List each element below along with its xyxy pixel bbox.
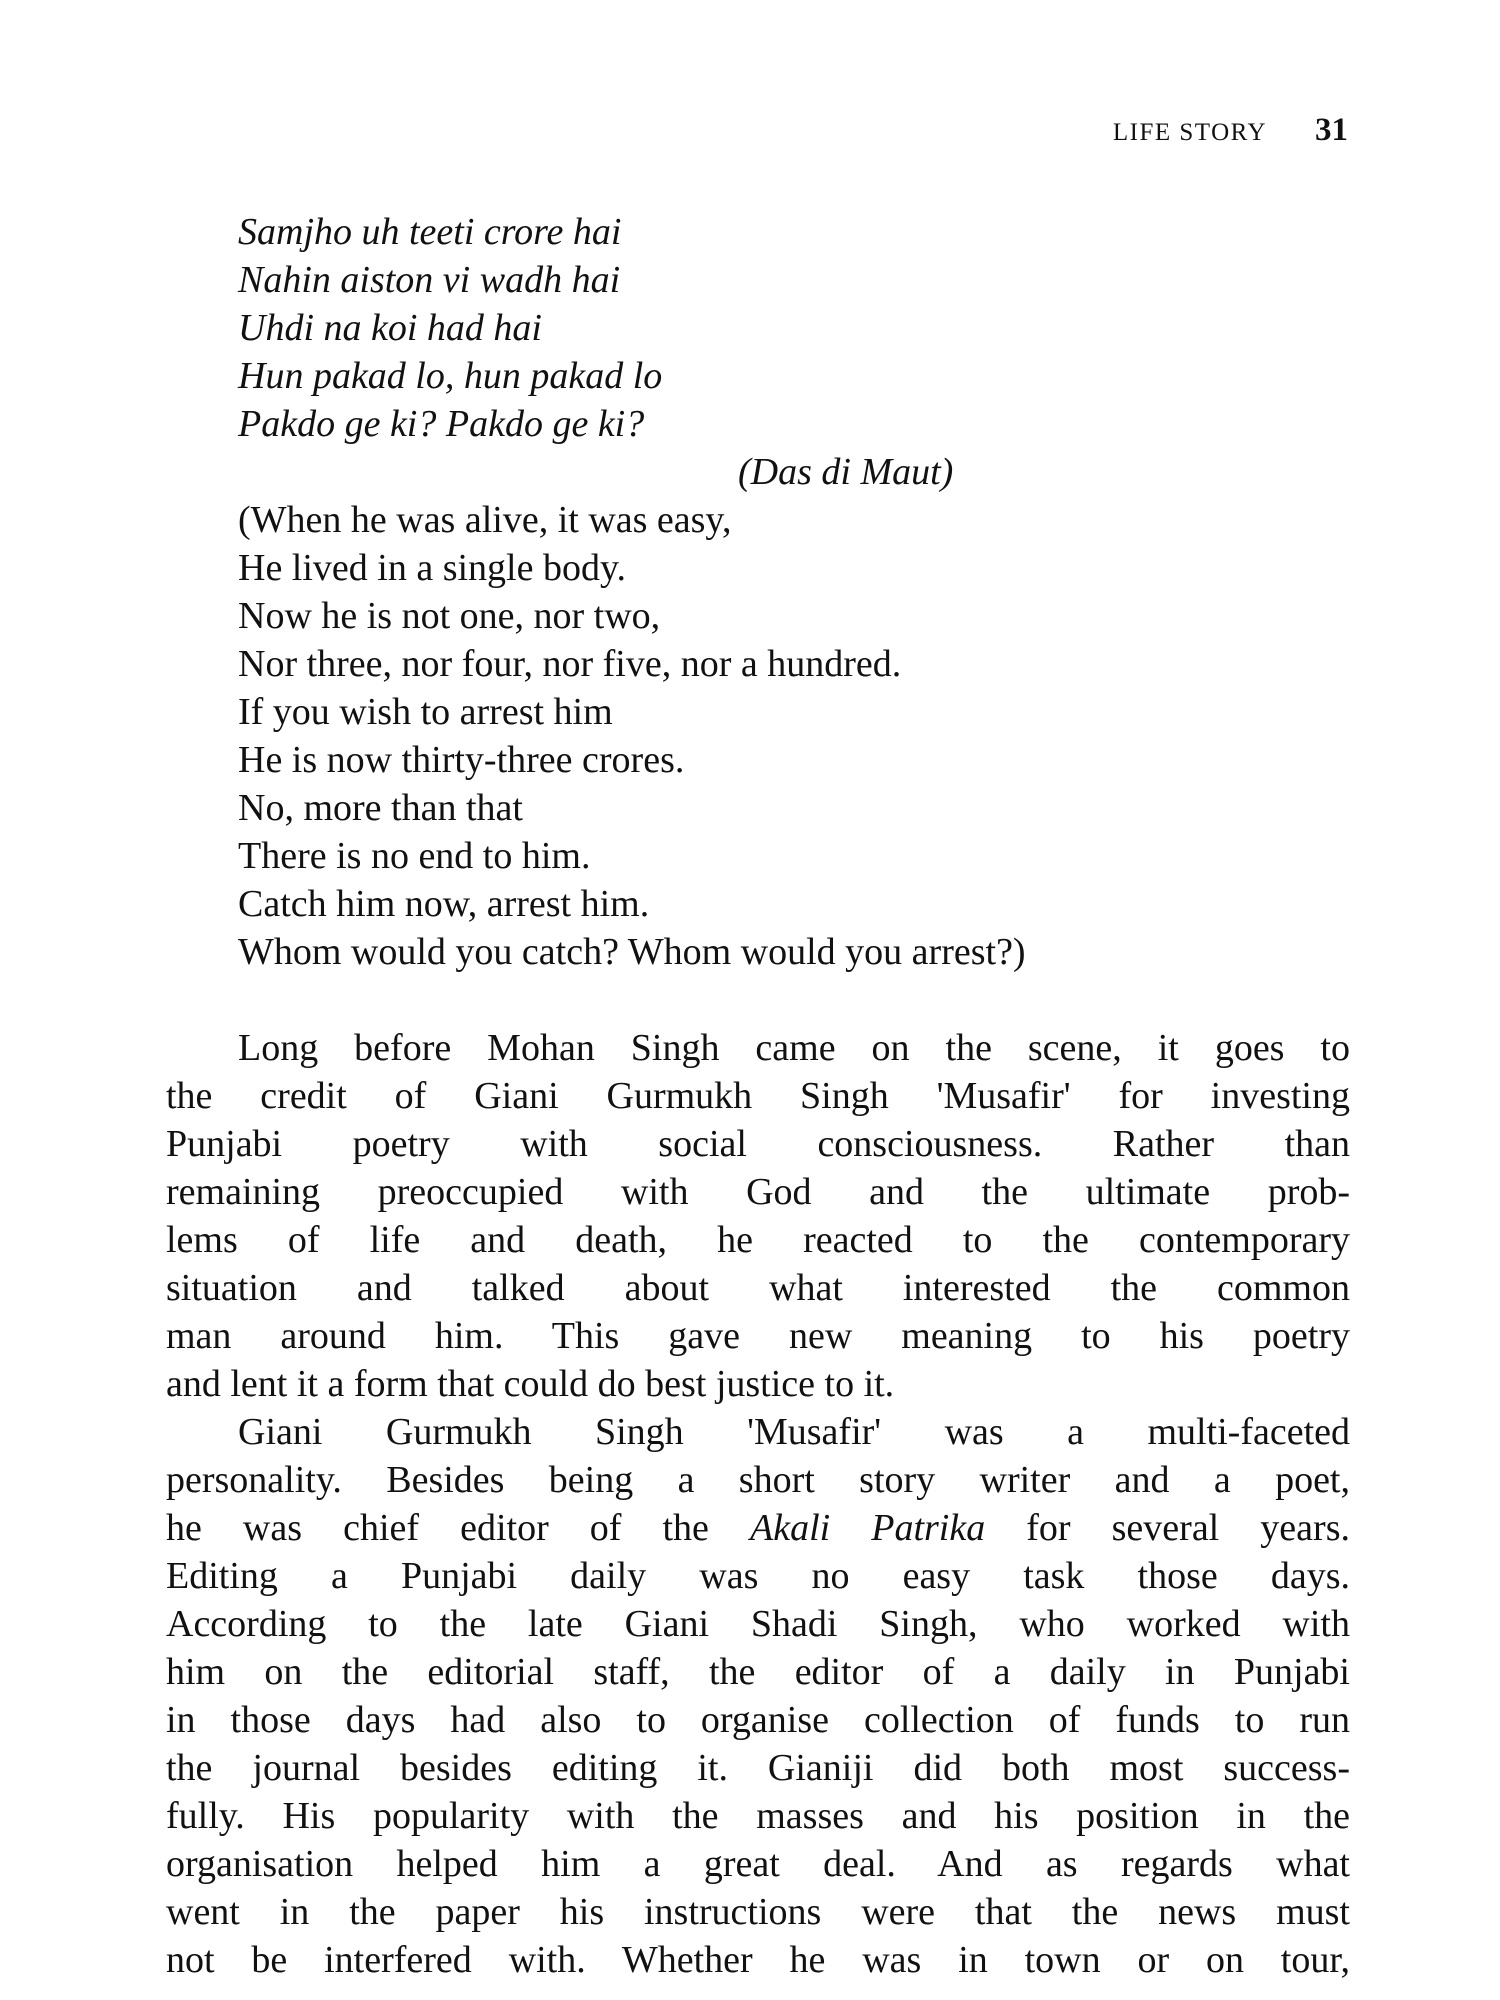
- paragraph-line: lems of life and death, he reacted to the contemporary: [166, 1219, 1350, 1261]
- verse-line: Whom would you catch? Whom would you arrest?): [238, 931, 1026, 973]
- paragraph-line: him on the editorial staff, the editor of a daily in Punjabi: [166, 1651, 1350, 1693]
- verse-line: Nahin aiston vi wadh hai: [238, 259, 621, 301]
- body-paragraph-2: [166, 1408, 1350, 1984]
- english-translation-verse: [238, 496, 1338, 976]
- verse-line: Nor three, nor four, nor five, nor a hundred.: [238, 643, 902, 685]
- body-paragraph-1: [166, 1024, 1350, 1408]
- paragraph-line: situation and talked about what interested the common: [166, 1267, 1350, 1309]
- verse-line: Uhdi na koi had hai: [238, 307, 542, 349]
- paragraph-line: not be interfered with. Whether he was in town or on tour,: [166, 1939, 1350, 1981]
- page-number: 31: [1315, 112, 1348, 148]
- paragraph-line: personality. Besides being a short story writer and a poet,: [166, 1459, 1350, 1501]
- verse-line: If you wish to arrest him: [238, 691, 613, 733]
- verse-line: Samjho uh teeti crore hai: [238, 211, 622, 253]
- verse-line: No, more than that: [238, 787, 523, 829]
- paragraph-line: and lent it a form that could do best justice to it.: [166, 1363, 895, 1405]
- running-title: LIFE STORY: [1112, 119, 1267, 146]
- paragraph-line: the journal besides editing it. Gianiji did both most success-: [166, 1747, 1350, 1789]
- paragraph-line: the credit of Giani Gurmukh Singh 'Musafir' for investing: [166, 1075, 1350, 1117]
- paragraph-line: Long before Mohan Singh came on the scene, it goes to: [238, 1027, 1350, 1069]
- verse-line: He lived in a single body.: [238, 547, 627, 589]
- paragraph-line: [166, 1504, 1350, 1552]
- newspaper-title: Akali Patrika: [749, 1507, 986, 1549]
- verse-line: He is now thirty-three crores.: [238, 739, 685, 781]
- text-run: for several years.: [985, 1507, 1350, 1549]
- paragraph-line: man around him. This gave new meaning to his poetry: [166, 1315, 1350, 1357]
- punjabi-verse: [238, 208, 1338, 496]
- paragraph-line: went in the paper his instructions were that the news must: [166, 1891, 1350, 1933]
- paragraph-line: in those days had also to organise collection of funds to run: [166, 1699, 1350, 1741]
- verse-line: Now he is not one, nor two,: [238, 595, 661, 637]
- paragraph-line: Editing a Punjabi daily was no easy task those days.: [166, 1555, 1350, 1597]
- paragraph-line: Giani Gurmukh Singh 'Musafir' was a multi-faceted: [238, 1411, 1350, 1453]
- verse-line: There is no end to him.: [238, 835, 591, 877]
- verse-line: Hun pakad lo, hun pakad lo: [238, 355, 663, 397]
- running-head: [1113, 112, 1348, 149]
- verse-attribution: (Das di Maut): [738, 451, 954, 493]
- verse-line: Catch him now, arrest him.: [238, 883, 650, 925]
- verse-line: (When he was alive, it was easy,: [238, 499, 732, 541]
- paragraph-line: remaining preoccupied with God and the ultimate prob-: [166, 1171, 1350, 1213]
- paragraph-line: According to the late Giani Shadi Singh, who worked with: [166, 1603, 1350, 1645]
- paragraph-line: fully. His popularity with the masses and his position in the: [166, 1795, 1350, 1837]
- paragraph-line: organisation helped him a great deal. And as regards what: [166, 1843, 1350, 1885]
- text-run: he was chief editor of the: [166, 1507, 750, 1549]
- paragraph-line: Punjabi poetry with social consciousness. Rather than: [166, 1123, 1350, 1165]
- verse-line: Pakdo ge ki? Pakdo ge ki?: [238, 403, 645, 445]
